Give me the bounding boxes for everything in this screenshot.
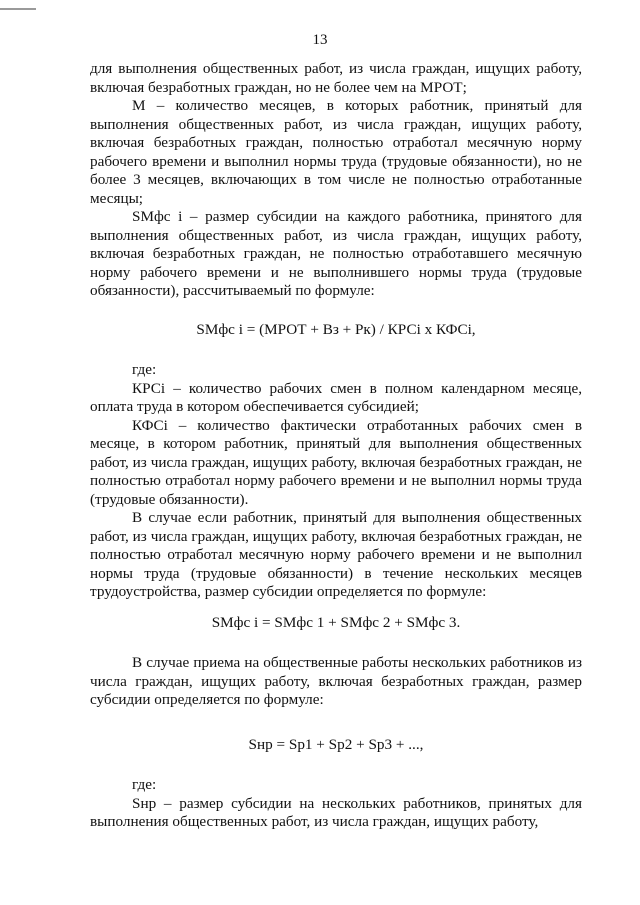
paragraph-continuation: для выполнения общественных работ, из числа граждан, ищущих работу, включая безработных граждан, но не более чем на МРОТ; — [90, 60, 582, 96]
paragraph-snr-definition: Sнр – размер субсидии на нескольких работников, принятых для выполнения общественных работ, из числа граждан, ищущих работу, — [90, 794, 582, 830]
where-label-2: где: — [132, 776, 157, 793]
paragraph-krs-definition: КРСi – количество рабочих смен в полном календарном месяце, оплата труда в котором обеспечивается субсидией; — [90, 379, 582, 415]
paragraph-m-definition: М – количество месяцев, в которых работник, принятый для выполнения общественных работ, из числа граждан, ищущих работу, включая безработных граждан, полностью отработал месячную норму рабочего времени и выполнил нормы труда (трудовые обязанности), но не более 3 месяцев, включающих в том числе не полностью отработанные месяцы; — [90, 97, 582, 207]
formula-smfs: SМфс i = (МРОТ + Вз + Рк) / КРСi х КФСi, — [196, 320, 476, 338]
formula-smfs-sum: SМфс i = SМфс 1 + SМфс 2 + SМфс 3. — [211, 613, 461, 631]
formula-snr: Sнр = Sp1 + Sp2 + Sp3 + ..., — [248, 735, 424, 753]
paragraph-multiple-months: В случае если работник, принятый для выполнения общественных работ, из числа граждан, ищущих работу, включая безработных граждан, не полностью отработал месячную норму рабочего времени и не выполнил нормы труда (трудовые обязанности) в течение нескольких месяцев трудоустройства, размер субсидии определяется по формуле: — [90, 509, 582, 600]
paragraph-kfs-definition: КФСi – количество фактически отработанных рабочих смен в месяце, в котором работник, принятый для выполнения общественных работ, из числа граждан, ищущих работу, включая безработных граждан, не полностью отработал норму рабочего времени и не выполнил нормы труда (трудовые обязанности). — [90, 416, 582, 508]
document-body — [90, 60, 582, 832]
page-number: 13 — [312, 32, 328, 48]
paragraph-multiple-workers: В случае приема на общественные работы нескольких работников из числа граждан, ищущих работу, включая безработных граждан, размер субсидии определяется по формуле: — [90, 654, 582, 708]
where-label: где: — [132, 361, 157, 378]
paragraph-smfs-definition: SМфс i – размер субсидии на каждого работника, принятого для выполнения общественных работ, из числа граждан, ищущих работу, включая безработных граждан, не полностью отработавшего месячную норму рабочего времени и не выполнившего нормы труда (трудовые обязанности), рассчитываемый по формуле: — [90, 208, 582, 299]
scan-corner-mark — [0, 8, 36, 16]
